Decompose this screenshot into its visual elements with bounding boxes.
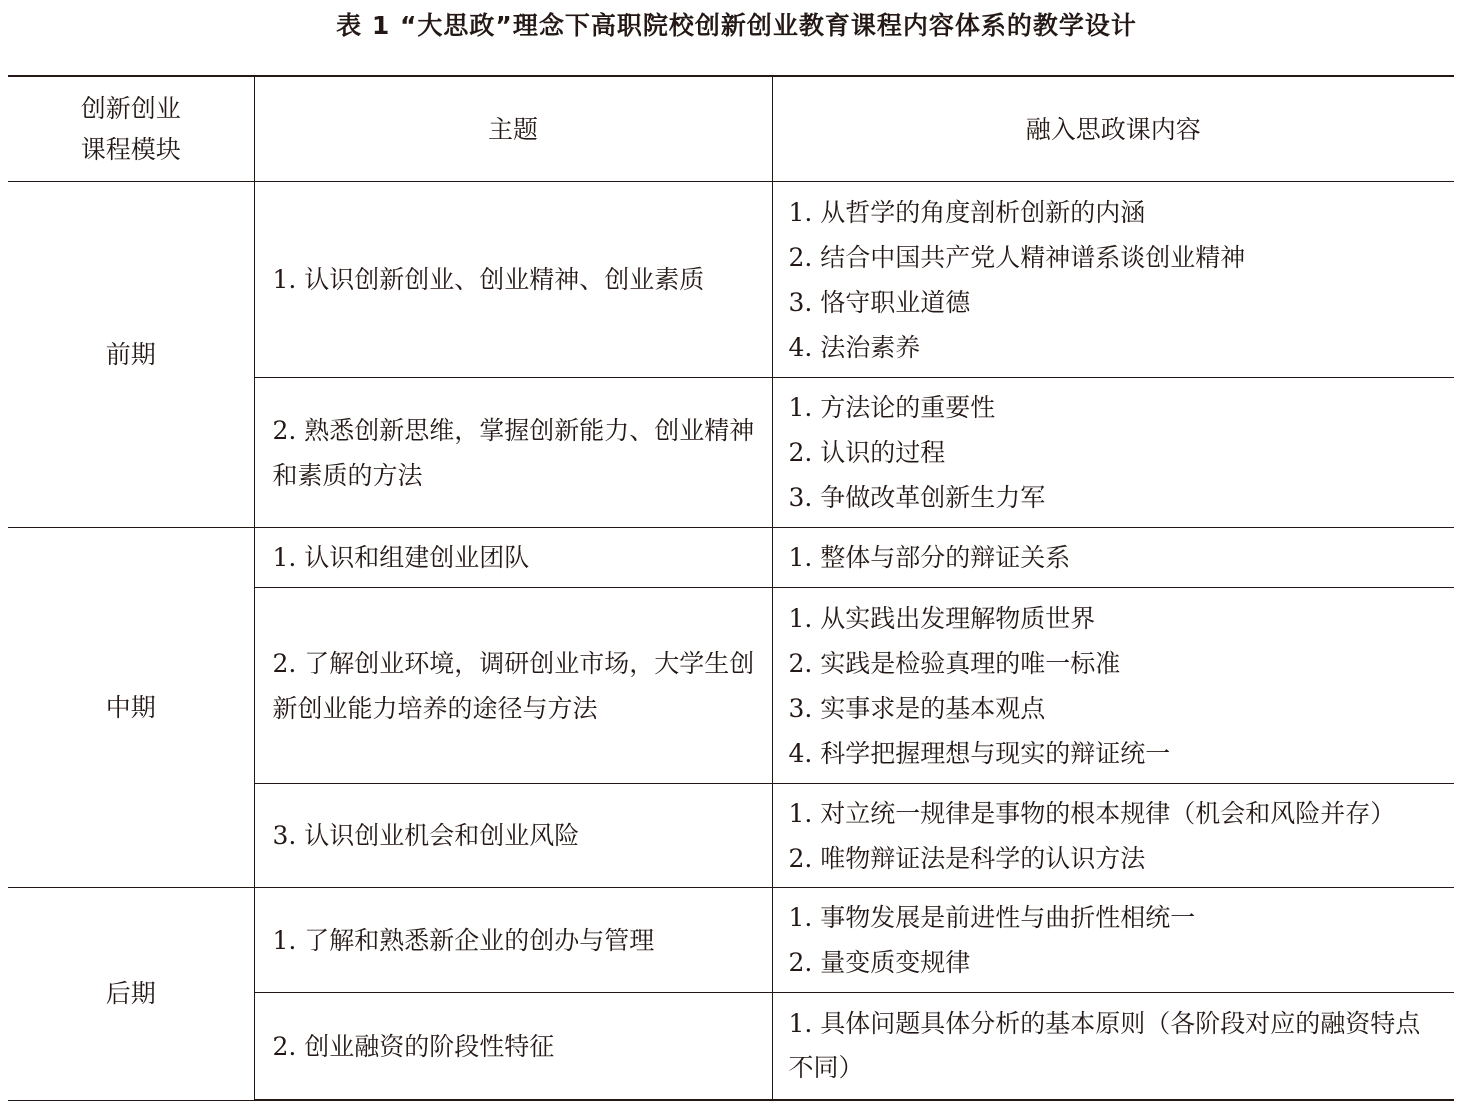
content-cell bbox=[772, 888, 1454, 993]
topic-cell: 1. 认识和组建创业团队 bbox=[254, 528, 772, 588]
header-module-line1: 创新创业 bbox=[80, 94, 181, 123]
table-row bbox=[8, 888, 1454, 993]
content-item: 1. 事物发展是前进性与曲折性相统一 bbox=[788, 903, 1196, 932]
content-item: 2. 量变质变规律 bbox=[788, 948, 971, 977]
table-header-row bbox=[8, 76, 1454, 182]
content-item: 3. 恪守职业道德 bbox=[788, 287, 971, 317]
content-item: 1. 从哲学的角度剖析创新的内涵 bbox=[788, 197, 1146, 227]
header-content: 融入思政课内容 bbox=[772, 76, 1454, 182]
content-item: 2. 认识的过程 bbox=[788, 438, 946, 467]
header-module-line2: 课程模块 bbox=[80, 135, 181, 164]
content-item: 4. 法治素养 bbox=[788, 332, 921, 362]
table-row bbox=[8, 182, 1454, 378]
table-row bbox=[8, 528, 1454, 588]
content-cell bbox=[772, 784, 1454, 888]
content-item: 2. 唯物辩证法是科学的认识方法 bbox=[788, 843, 1146, 873]
content-item: 1. 整体与部分的辩证关系 bbox=[788, 543, 1071, 572]
topic-cell: 2. 熟悉创新思维，掌握创新能力、创业精神和素质的方法 bbox=[254, 378, 772, 528]
content-cell bbox=[772, 588, 1454, 784]
content-item: 2. 实践是检验真理的唯一标准 bbox=[788, 648, 1121, 678]
header-topic: 主题 bbox=[254, 76, 772, 182]
topic-cell: 1. 了解和熟悉新企业的创办与管理 bbox=[254, 888, 772, 993]
content-item: 4. 科学把握理想与现实的辩证统一 bbox=[788, 738, 1171, 768]
topic-cell: 2. 了解创业环境，调研创业市场，大学生创新创业能力培养的途径与方法 bbox=[254, 588, 772, 784]
module-middle: 中期 bbox=[8, 528, 254, 888]
topic-cell: 1. 认识创新创业、创业精神、创业素质 bbox=[254, 182, 772, 378]
content-item: 1. 对立统一规律是事物的根本规律（机会和风险并存） bbox=[788, 798, 1396, 828]
content-cell bbox=[772, 182, 1454, 378]
topic-cell: 3. 认识创业机会和创业风险 bbox=[254, 784, 772, 888]
content-item: 2. 结合中国共产党人精神谱系谈创业精神 bbox=[788, 242, 1246, 272]
module-early: 前期 bbox=[8, 182, 254, 528]
content-cell bbox=[772, 993, 1454, 1101]
content-item: 1. 方法论的重要性 bbox=[788, 393, 996, 422]
content-item: 3. 争做改革创新生力军 bbox=[788, 483, 1046, 512]
content-item: 3. 实事求是的基本观点 bbox=[788, 693, 1046, 723]
curriculum-table bbox=[8, 75, 1454, 1101]
content-item: 1. 具体问题具体分析的基本原则（各阶段对应的融资特点不同） bbox=[788, 1009, 1421, 1082]
content-cell bbox=[772, 378, 1454, 528]
content-cell bbox=[772, 528, 1454, 588]
content-item: 1. 从实践出发理解物质世界 bbox=[788, 603, 1096, 633]
module-late: 后期 bbox=[8, 888, 254, 1101]
topic-cell: 2. 创业融资的阶段性特征 bbox=[254, 993, 772, 1101]
table-caption: 表 1 “大思政”理念下高职院校创新创业教育课程内容体系的教学设计 bbox=[336, 11, 1137, 40]
header-module bbox=[8, 76, 254, 182]
